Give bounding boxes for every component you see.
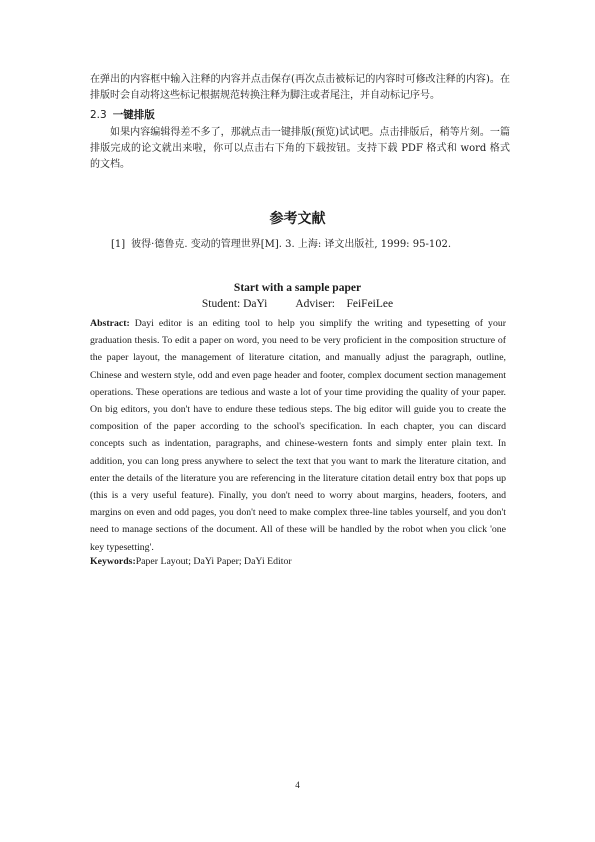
body-paragraph-typeset bbox=[90, 125, 510, 173]
section-title: 一键排版 bbox=[112, 109, 155, 121]
keywords-text: Paper Layout; DaYi Paper; DaYi Editor bbox=[135, 556, 292, 567]
english-title: Start with a sample paper bbox=[233, 282, 362, 294]
reference-item bbox=[111, 238, 451, 252]
body-paragraph-continued: 在弹出的内容框中输入注释的内容并点击保存(再次点击被标记的内容时可修改注释的内容)。在排版时会自动将这些标记根据规范转换注释为脚注或者尾注，并自动标记序号。 bbox=[90, 74, 510, 101]
body-paragraph-typeset-text: 如果内容编辑得差不多了，那就点击一键排版(预览)试试吧。点击排版后，稍等片刻。一篇排版完成的论文就出来啦，你可以点击右下角的下载按钮。支持下载 PDF 格式和 word 格式的文档。 bbox=[90, 127, 510, 170]
keywords-label: Keywords: bbox=[90, 556, 136, 567]
adviser-name: Adviser: FeiFeiLee bbox=[295, 298, 394, 310]
section-heading bbox=[90, 107, 155, 123]
abstract-label: Abstract: bbox=[90, 318, 130, 329]
references-heading: 参考文献 bbox=[269, 211, 326, 227]
keywords-line bbox=[90, 555, 506, 569]
reference-number: [1] bbox=[111, 239, 126, 250]
abstract-text: Dayi editor is an editing tool to help you simplify the writing and typesetting of your graduation thesis. To edit a paper on word, you need to be very proficient in the composition structure of the paper layout, the management of literature citation, and manually adjust the paragraph, outline, Chinese and western style, odd and even page header and footer, complex document section management operations. These operations are tedious and waste a lot of your time providing the quality of your paper. On big editors, you don't have to endure these tedious steps. The big editor will guide you to create the composition of the paper according to the school's specification. In each chapter, you can discard concepts such as indentation, paragraphs, and chinese-western fonts and simply enter plain text. In addition, you can long press anywhere to select the text that you want to mark the literature citation, and enter the details of the literature you are referencing in the literature citation detail entry box that pops up (this is a very useful feature). Finally, you don't need to worry about margins, headers, footers, and margins on even and odd pages, you don't need to make complex three-line tables yourself, and you don't need to manage sections of the document. All of these will be handled by the robot when you click 'one key typesetting'. bbox=[90, 318, 507, 553]
abstract-paragraph bbox=[90, 315, 506, 556]
student-name: Student: DaYi bbox=[201, 298, 268, 310]
page-number: 4 bbox=[295, 780, 300, 790]
reference-text: 彼得·德鲁克. 变动的管理世界[M]. 3. 上海: 译文出版社, 1999: 95-102. bbox=[131, 239, 452, 250]
section-number: 2.3 bbox=[90, 109, 107, 121]
byline bbox=[0, 298, 595, 310]
